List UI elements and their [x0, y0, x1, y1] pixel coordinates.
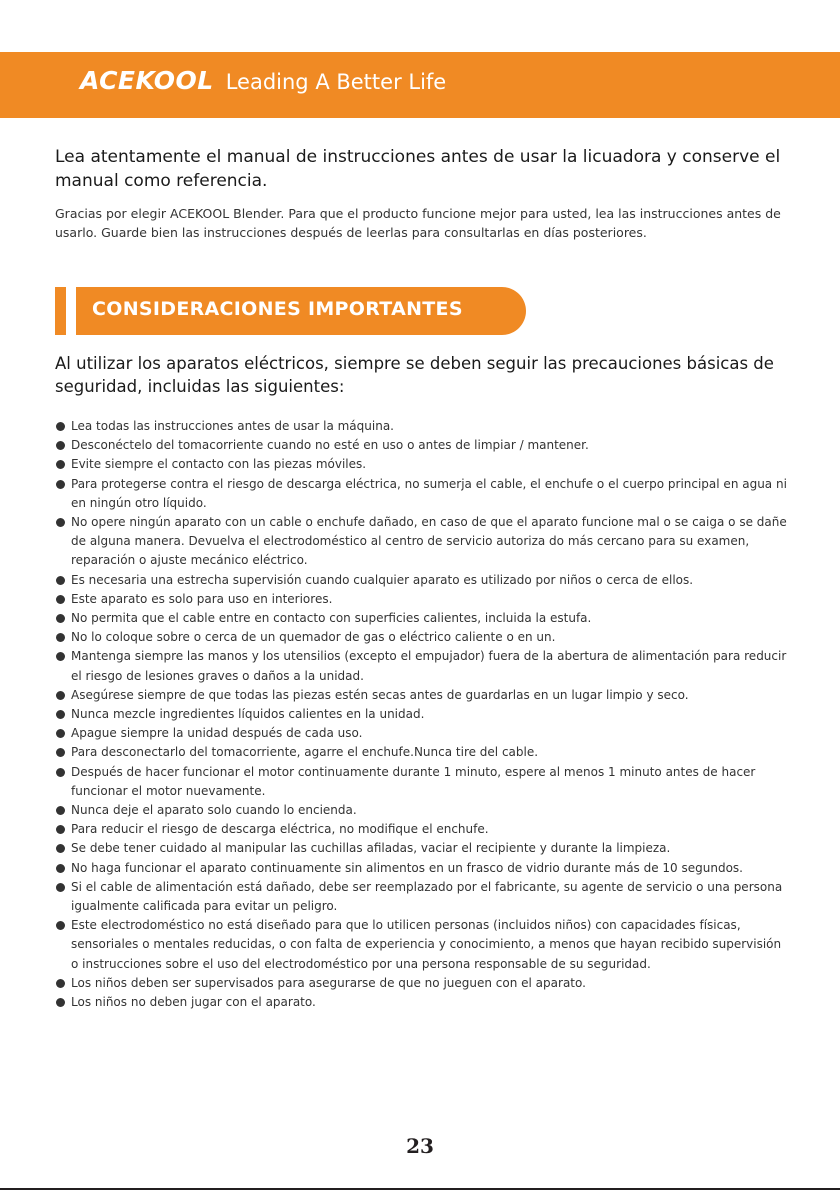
bullet-dot-icon: [56, 979, 65, 988]
list-item: [55, 839, 790, 858]
bullet-dot-icon: [56, 576, 65, 585]
bullet-dot-icon: [56, 710, 65, 719]
bullet-dot-icon: [56, 729, 65, 738]
list-item-text: Este aparato es solo para uso en interiores.: [71, 591, 333, 606]
list-item-text: No opere ningún aparato con un cable o enchufe dañado, en caso de que el aparato funcione mal o se caiga o se dañe de alguna manera. Devuelva el electrodoméstico al centro de servicio autoriza do más cercano para su examen, reparación o ajuste mecánico eléctrico.: [71, 515, 787, 568]
bullet-dot-icon: [56, 441, 65, 450]
list-item-text: Si el cable de alimentación está dañado, debe ser reemplazado por el fabricante, su agente de servicio o una persona igualmente calificada para evitar un peligro.: [71, 879, 783, 914]
list-item: [55, 686, 790, 705]
list-item: [55, 590, 790, 609]
list-item-text: Lea todas las instrucciones antes de usar la máquina.: [71, 419, 394, 433]
list-item: [55, 878, 790, 916]
bullet-dot-icon: [56, 460, 65, 469]
page-number: 23: [406, 1134, 434, 1158]
bullet-dot-icon: [56, 691, 65, 700]
bullet-dot-icon: [56, 633, 65, 642]
acekool-logo: ACEKOOL: [80, 66, 214, 95]
list-item-text: Para desconectarlo del tomacorriente, agarre el enchufe.Nunca tire del cable.: [71, 745, 539, 760]
section-accent-bar: [55, 287, 66, 335]
list-item-text: Apague siempre la unidad después de cada uso.: [71, 726, 363, 741]
list-item-text: Es necesaria una estrecha supervisión cuando cualquier aparato es utilizado por niños o cerca de ellos.: [71, 572, 694, 587]
tagline: Leading A Better Life: [225, 70, 447, 94]
list-item: [55, 609, 790, 628]
intro-text: Gracias por elegir ACEKOOL Blender. Para que el producto funcione mejor para usted, lea las instrucciones antes de usarlo. Guarde bien las instrucciones después de leerlas para consultarlas en días posteriores.: [55, 206, 781, 240]
list-item: [55, 436, 790, 455]
bullet-dot-icon: [56, 825, 65, 834]
bullet-dot-icon: [56, 614, 65, 623]
bullet-dot-icon: [56, 864, 65, 873]
safety-list: [55, 417, 790, 1012]
section-lead: Al utilizar los aparatos eléctricos, siempre se deben seguir las precauciones básicas de seguridad, incluidas las siguientes:: [55, 354, 774, 396]
bullet-dot-icon: [56, 844, 65, 853]
list-item-text: Nunca mezcle ingredientes líquidos calientes en la unidad.: [71, 707, 425, 722]
list-item-text: Mantenga siempre las manos y los utensilios (excepto el empujador) fuera de la abertura de alimentación para reducir el riesgo de lesiones graves o daños a la unidad.: [71, 649, 787, 683]
list-item: [55, 628, 790, 647]
intro-title: Lea atentamente el manual de instrucciones antes de usar la licuadora y conserve el manual como referencia.: [55, 147, 781, 191]
bullet-dot-icon: [56, 652, 65, 661]
list-item: [55, 859, 790, 878]
list-item-text: Evite siempre el contacto con las piezas móviles.: [71, 457, 367, 472]
list-item: [55, 513, 790, 571]
list-item: [55, 705, 790, 724]
list-item-text: Los niños deben ser supervisados para asegurarse de que no jueguen con el aparato.: [71, 975, 586, 990]
section-title: CONSIDERACIONES IMPORTANTES: [92, 298, 463, 320]
bullet-dot-icon: [56, 748, 65, 757]
list-item: [55, 417, 790, 436]
bullet-dot-icon: [56, 806, 65, 815]
list-item: [55, 763, 790, 801]
list-item: [55, 475, 790, 513]
list-item-text: No lo coloque sobre o cerca de un quemador de gas o eléctrico caliente o en un.: [71, 630, 556, 645]
bullet-dot-icon: [56, 998, 65, 1007]
list-item: [55, 743, 790, 762]
list-item-text: Después de hacer funcionar el motor continuamente durante 1 minuto, espere al menos 1 minuto antes de hacer funcionar el motor nuevamente.: [71, 764, 756, 798]
list-item: [55, 993, 790, 1012]
list-item-text: Para protegerse contra el riesgo de descarga eléctrica, no sumerja el cable, el enchufe o el cuerpo principal en agua ni en ningún otro líquido.: [71, 476, 787, 510]
list-item: [55, 974, 790, 993]
list-item: [55, 647, 790, 685]
bullet-dot-icon: [56, 595, 65, 604]
section-heading-pill: [76, 287, 526, 335]
bullet-dot-icon: [56, 768, 65, 777]
bottom-rule: [0, 1188, 840, 1190]
list-item-text: No permita que el cable entre en contacto con superficies calientes, incluida la estufa.: [71, 611, 592, 626]
list-item: [55, 820, 790, 839]
list-item: [55, 724, 790, 743]
bullet-dot-icon: [56, 518, 65, 527]
bullet-dot-icon: [56, 480, 65, 489]
list-item-text: Se debe tener cuidado al manipular las cuchillas afiladas, vaciar el recipiente y durante la limpieza.: [71, 841, 671, 856]
brand: [80, 66, 446, 95]
list-item: [55, 455, 790, 474]
list-item-text: Asegúrese siempre de que todas las piezas estén secas antes de guardarlas en un lugar limpio y seco.: [71, 687, 689, 702]
list-item-text: Para reducir el riesgo de descarga eléctrica, no modifique el enchufe.: [71, 822, 489, 837]
list-item-text: No haga funcionar el aparato continuamente sin alimentos en un frasco de vidrio durante más de 10 segundos.: [71, 860, 743, 875]
header-banner: [0, 52, 840, 118]
list-item: [55, 801, 790, 820]
bullet-dot-icon: [56, 921, 65, 930]
list-item-text: Este electrodoméstico no está diseñado para que lo utilicen personas (incluidos niños) con capacidades físicas, sensoriales o mentales reducidas, o con falta de experiencia y conocimiento, a menos que hayan recibido supervisión o instrucciones sobre el uso del electrodoméstico por una persona responsable de su seguridad.: [71, 918, 782, 971]
list-item-text: Los niños no deben jugar con el aparato.: [71, 995, 316, 1010]
bullet-dot-icon: [56, 883, 65, 892]
list-item: [55, 916, 790, 974]
list-item-text: Nunca deje el aparato solo cuando lo encienda.: [71, 803, 357, 818]
bullet-dot-icon: [56, 422, 65, 431]
list-item: [55, 571, 790, 590]
list-item-text: Desconéctelo del tomacorriente cuando no esté en uso o antes de limpiar / mantener.: [71, 438, 589, 453]
